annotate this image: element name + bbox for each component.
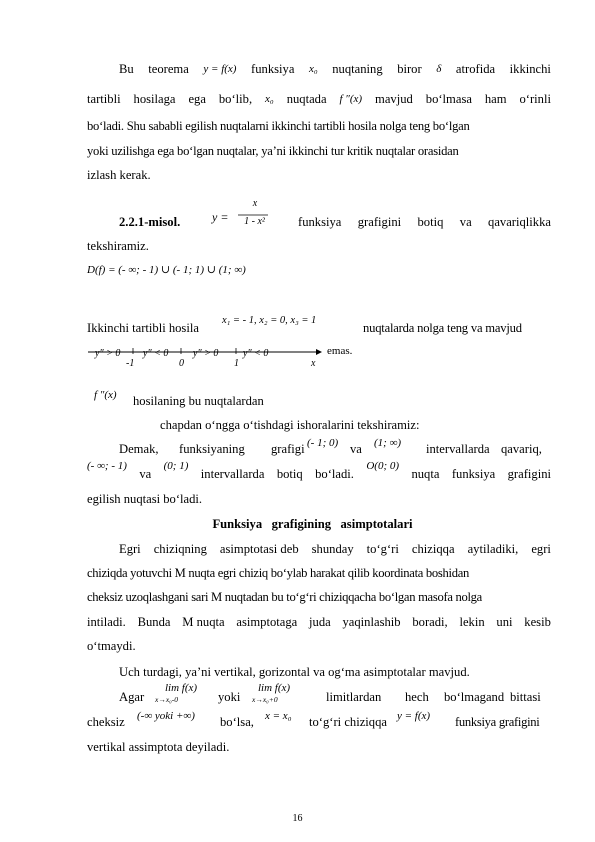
word: bo‘lmagand [444, 690, 505, 704]
word: juda [309, 615, 331, 629]
word: funksiya [451, 467, 496, 481]
formula-f-second: f ″(x) [94, 389, 117, 401]
word: intiladi. [87, 615, 126, 629]
p3-line-3: egilish nuqtasi bo‘ladi. [87, 492, 203, 506]
tick-label: 0 [179, 358, 184, 369]
word: botiq [417, 215, 444, 229]
word: botiq [276, 467, 303, 481]
word: funksiya grafigini [455, 715, 540, 729]
example-rest [298, 214, 551, 230]
interval-0-1: (0; 1) [163, 460, 189, 472]
formula-y-fx: y = f(x) [397, 710, 431, 722]
word: nuqtaning [332, 62, 383, 76]
p4-line-1 [119, 541, 551, 557]
p1-line-5: izlash kerak. [87, 168, 151, 182]
example-line-2: tekshiramiz. [87, 239, 149, 253]
word: atrofida [455, 62, 496, 76]
word: qavariq, [501, 442, 542, 456]
p3-line-2 [87, 460, 551, 482]
p2-start: Ikkinchi tartibli hosila [87, 321, 199, 335]
word: asimptotaga [236, 615, 298, 629]
tick-label: -1 [126, 358, 135, 369]
word: shunday [311, 542, 354, 556]
interval-1-inf: (1; ∞) [374, 437, 402, 449]
word: yaqinlashib [342, 615, 401, 629]
word: yoki [218, 690, 241, 704]
points-formula: x₁ = - 1, x₂ = 0, x₃ = 1 [222, 315, 317, 326]
word: boradi, [412, 615, 448, 629]
word: bo‘lmasa [425, 92, 472, 106]
p4-line-4 [87, 614, 551, 630]
sign-4: y″ < 0 [243, 348, 269, 359]
p4-line-5: o‘tmaydi. [87, 639, 136, 653]
p5-line-1: Uch turdagi, ya’ni vertikal, gorizontal va og‘ma asimptotalar mavjud. [119, 665, 470, 679]
example-label: 2.2.1-misol. [119, 215, 181, 229]
word: Demak, [119, 442, 159, 456]
formula-x-eq-x0: x = x₀ [265, 710, 292, 722]
word: ham [484, 92, 507, 106]
word: va [459, 215, 472, 229]
word: aytiladiki, [467, 542, 519, 556]
formula-infinity: (-∞ yoki +∞) [137, 710, 195, 722]
interval-minf-minus1: (- ∞; - 1) [87, 460, 127, 472]
word: hech [405, 690, 429, 704]
point-O: O(0; 0) [366, 460, 400, 472]
limit-right: lim f(x) [258, 682, 291, 694]
interval-minus1-0: (- 1; 0) [307, 437, 339, 449]
limit-left-sub: x→x₀-0 [155, 695, 179, 704]
word: va [350, 442, 362, 456]
word: Bu [119, 62, 134, 76]
word: va [139, 467, 152, 481]
word: lekin [459, 615, 485, 629]
word: ega [188, 92, 206, 106]
formula-delta: δ [436, 63, 442, 75]
word: mavjud [375, 92, 413, 106]
sign-1: y″ > 0 [95, 348, 121, 359]
word: bo‘ladi. [315, 467, 354, 481]
p2-chap: chapdan o‘ngga o‘tishdagi ishoralarini tekshiramiz: [160, 418, 420, 432]
p2-end: nuqtalarda nolga teng va mavjud [363, 321, 522, 335]
word: tartibli [87, 92, 121, 106]
limit-left: lim f(x) [165, 682, 198, 694]
word: qavariqlikka [488, 215, 551, 229]
word: biror [397, 62, 422, 76]
emas-text: emas. [327, 345, 353, 357]
word: intervallarda [426, 442, 490, 456]
word: cheksiz [87, 715, 125, 729]
p1-line-2 [87, 91, 551, 107]
formula-f-second: f ″(x) [339, 93, 363, 105]
word: grafigini [357, 215, 402, 229]
tick-label: 1 [234, 358, 239, 369]
section-heading: Funksiya grafigining asimptotalari [212, 517, 413, 531]
p2-hos: hosilaning bu nuqtalardan [133, 394, 264, 408]
word: teorema [148, 62, 189, 76]
word: funksiyaning [179, 442, 245, 456]
word: nuqtada [286, 92, 327, 106]
formula-x0: x₀ [308, 63, 318, 75]
axis-x-label: x [311, 358, 316, 369]
word: Egri [119, 542, 141, 556]
word: egri [531, 542, 551, 556]
word: bo‘lsa, [220, 715, 254, 729]
p5-line-4: vertikal assimptota deyiladi. [87, 740, 230, 754]
formula-denominator: 1 - x² [244, 216, 265, 227]
p1-line-3: bo‘ladi. Shu sababli egilish nuqtalarni ikkinchi tartibli hosila nolga teng bo‘lgan [87, 119, 470, 133]
sign-2: y″ < 0 [143, 348, 169, 359]
word: chiziqqa [411, 542, 455, 556]
word: grafigini [507, 467, 551, 481]
p1-line-4: yoki uzilishga ega bo‘lgan nuqtalar, ya’ni ikkinchi tur kritik nuqtalar orasidan [87, 144, 459, 158]
word: kesib [524, 615, 551, 629]
word: intervallarda [200, 467, 265, 481]
word: ikkinchi [509, 62, 551, 76]
word: funksiya [251, 62, 295, 76]
formula-y-fx: y = f(x) [203, 63, 237, 75]
word: to‘g‘ri [366, 542, 399, 556]
axis-arrow [316, 349, 322, 355]
word: bittasi [510, 690, 541, 704]
formula-lhs: y = [212, 210, 229, 224]
word: to‘g‘ri chiziqqa [309, 715, 387, 729]
word: asimptotasi deb [219, 542, 299, 556]
limit-right-sub: x→x₀+0 [252, 695, 278, 704]
formula-x0: x₀ [265, 93, 274, 105]
word: bo‘lib, [218, 92, 253, 106]
word: M nuqta [182, 615, 225, 629]
formula-numerator: x [252, 198, 258, 209]
p1-line-1 [119, 61, 551, 77]
word: grafigi [271, 442, 305, 456]
word: uni [496, 615, 513, 629]
sign-3: y″ > 0 [193, 348, 219, 359]
word: hosilaga [133, 92, 176, 106]
word: funksiya [298, 215, 342, 229]
word: Bunda [137, 615, 171, 629]
domain-formula: D(f) = (- ∞; - 1) ∪ (- 1; 1) ∪ (1; ∞) [87, 264, 246, 276]
p4-line-3: cheksiz uzoqlashgani sari M nuqtadan bu to‘g‘ri chiziqqacha bo‘lgan masofa nolga [87, 590, 482, 604]
page-number: 16 [292, 813, 303, 824]
word: o‘rinli [519, 92, 551, 106]
p4-line-2: chiziqda yotuvchi M nuqta egri chiziq bo‘ylab harakat qilib koordinata boshidan [87, 566, 469, 580]
word: limitlardan [326, 690, 382, 704]
word: nuqta [411, 467, 440, 481]
word: Agar [119, 690, 145, 704]
word: chiziqning [153, 542, 207, 556]
